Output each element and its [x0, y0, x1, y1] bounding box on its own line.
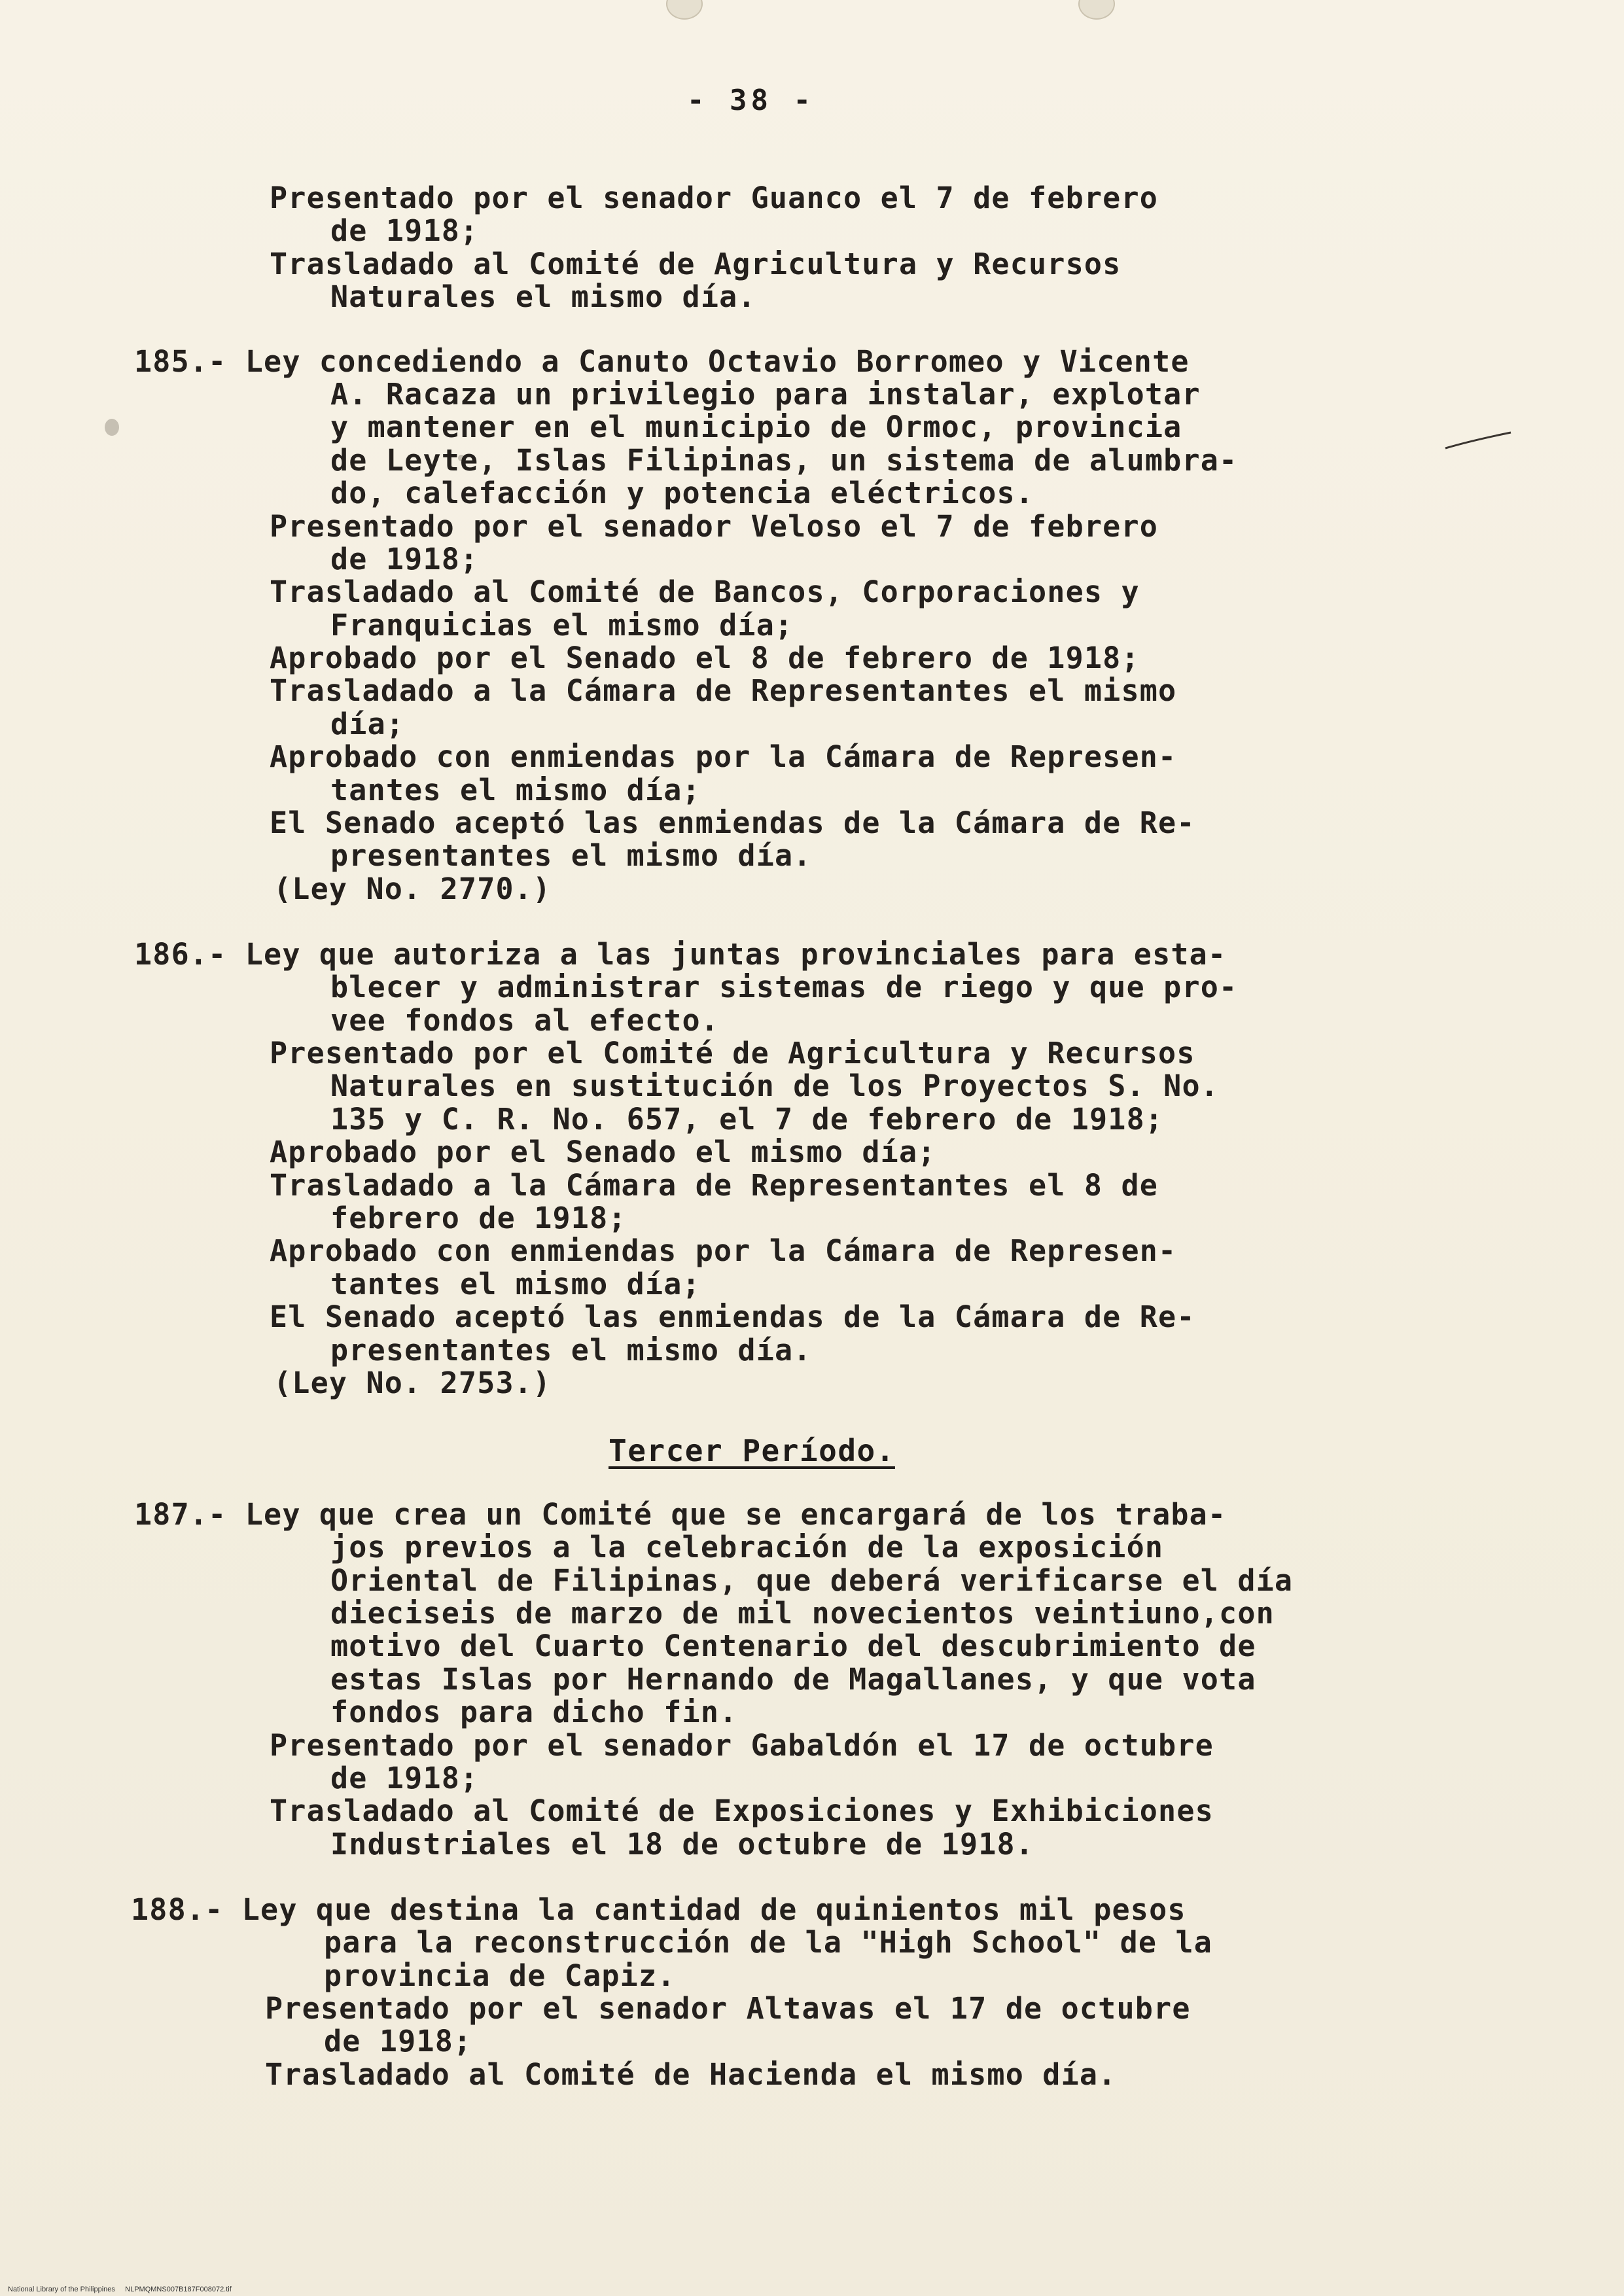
text-line: Presentado por el senador Altavas el 17 de octubre [265, 1991, 1191, 2026]
text-line: Aprobado por el Senado el 8 de febrero de 1918; [270, 641, 1140, 675]
text-line: (Ley No. 2753.) [274, 1366, 552, 1400]
text-line: Trasladado a la Cámara de Representantes el mismo [270, 673, 1177, 708]
text-line: motivo del Cuarto Centenario del descubrimiento de [330, 1629, 1256, 1663]
text-line: (Ley No. 2770.) [274, 872, 552, 906]
text-line: de Leyte, Islas Filipinas, un sistema de alumbra- [330, 443, 1238, 478]
text-line: Trasladado al Comité de Bancos, Corporaciones y [270, 574, 1140, 609]
ink-smudge [105, 419, 119, 436]
text-line: dieciseis de marzo de mil novecientos veintiuno,con [330, 1596, 1275, 1631]
text-line: tantes el mismo día; [330, 1267, 701, 1301]
text-line: Aprobado con enmiendas por la Cámara de Represen- [270, 739, 1177, 774]
text-line: blecer y administrar sistemas de riego y que pro- [330, 970, 1238, 1004]
text-line: Presentado por el senador Veloso el 7 de febrero [270, 509, 1159, 544]
text-line: A. Racaza un privilegio para instalar, explotar [330, 377, 1201, 412]
text-line: y mantener en el municipio de Ormoc, provincia [330, 410, 1182, 444]
entry-188-title: 188.- Ley que destina la cantidad de quinientos mil pesos [131, 1892, 1186, 1927]
entry-186-title: 186.- Ley que autoriza a las juntas provinciales para esta- [134, 937, 1227, 972]
text-line: día; [330, 707, 405, 741]
text-line: provincia de Capiz. [324, 1958, 676, 1993]
text-line: fondos para dicho fin. [330, 1695, 738, 1729]
text-line: Franquicias el mismo día; [330, 608, 794, 643]
binder-hole [1078, 0, 1115, 20]
pen-mark [1443, 429, 1515, 455]
text-line: El Senado aceptó las enmiendas de la Cámara de Re- [270, 1299, 1195, 1334]
text-line: do, calefacción y potencia eléctricos. [330, 476, 1034, 510]
text-line: de 1918; [324, 2024, 472, 2058]
text-line: Trasladado al Comité de Exposiciones y Exhibiciones [270, 1793, 1214, 1828]
text-line: de 1918; [330, 1761, 479, 1795]
text-line: presentantes el mismo día. [330, 838, 812, 873]
text-line: Aprobado con enmiendas por la Cámara de Represen- [270, 1233, 1177, 1268]
section-heading: Tercer Período. [609, 1433, 895, 1468]
text-line: Trasladado al Comité de Hacienda el mismo día. [265, 2057, 1117, 2092]
entry-187-title: 187.- Ley que crea un Comité que se encargará de los traba- [134, 1497, 1227, 1532]
text-line: Presentado por el Comité de Agricultura y Recursos [270, 1036, 1195, 1070]
text-line: estas Islas por Hernando de Magallanes, y que vota [330, 1662, 1256, 1697]
entry-185-title: 185.- Ley concediendo a Canuto Octavio Borromeo y Vicente [134, 344, 1190, 379]
text-line: Aprobado por el Senado el mismo día; [270, 1135, 936, 1169]
text-line: Trasladado a la Cámara de Representantes el 8 de [270, 1168, 1159, 1203]
page-number: - 38 - [687, 84, 815, 117]
text-line: Naturales en sustitución de los Proyectos S. No. [330, 1069, 1220, 1103]
text-line: El Senado aceptó las enmiendas de la Cámara de Re- [270, 805, 1195, 840]
text-line: tantes el mismo día; [330, 773, 701, 807]
text-line: Industriales el 18 de octubre de 1918. [330, 1827, 1034, 1862]
binder-hole [666, 0, 703, 20]
text-line: vee fondos al efecto. [330, 1003, 720, 1038]
text-line: Oriental de Filipinas, que deberá verificarse el día [330, 1563, 1294, 1598]
text-line: presentantes el mismo día. [330, 1333, 812, 1368]
text-line: Presentado por el senador Guanco el 7 de febrero [270, 181, 1159, 215]
text-line: para la reconstrucción de la "High School" de la [324, 1925, 1213, 1960]
text-line: Trasladado al Comité de Agricultura y Recursos [270, 247, 1121, 281]
text-line: Naturales el mismo día. [330, 279, 756, 314]
text-line: 135 y C. R. No. 657, el 7 de febrero de 1918; [330, 1102, 1164, 1137]
text-line: febrero de 1918; [330, 1201, 627, 1235]
text-line: jos previos a la celebración de la exposición [330, 1530, 1164, 1564]
scan-footer: National Library of the Philippines NLPMQMNS007B187F008072.tif [8, 2286, 232, 2293]
text-line: de 1918; [330, 213, 479, 248]
text-line: Presentado por el senador Gabaldón el 17 de octubre [270, 1728, 1214, 1763]
text-line: de 1918; [330, 542, 479, 576]
